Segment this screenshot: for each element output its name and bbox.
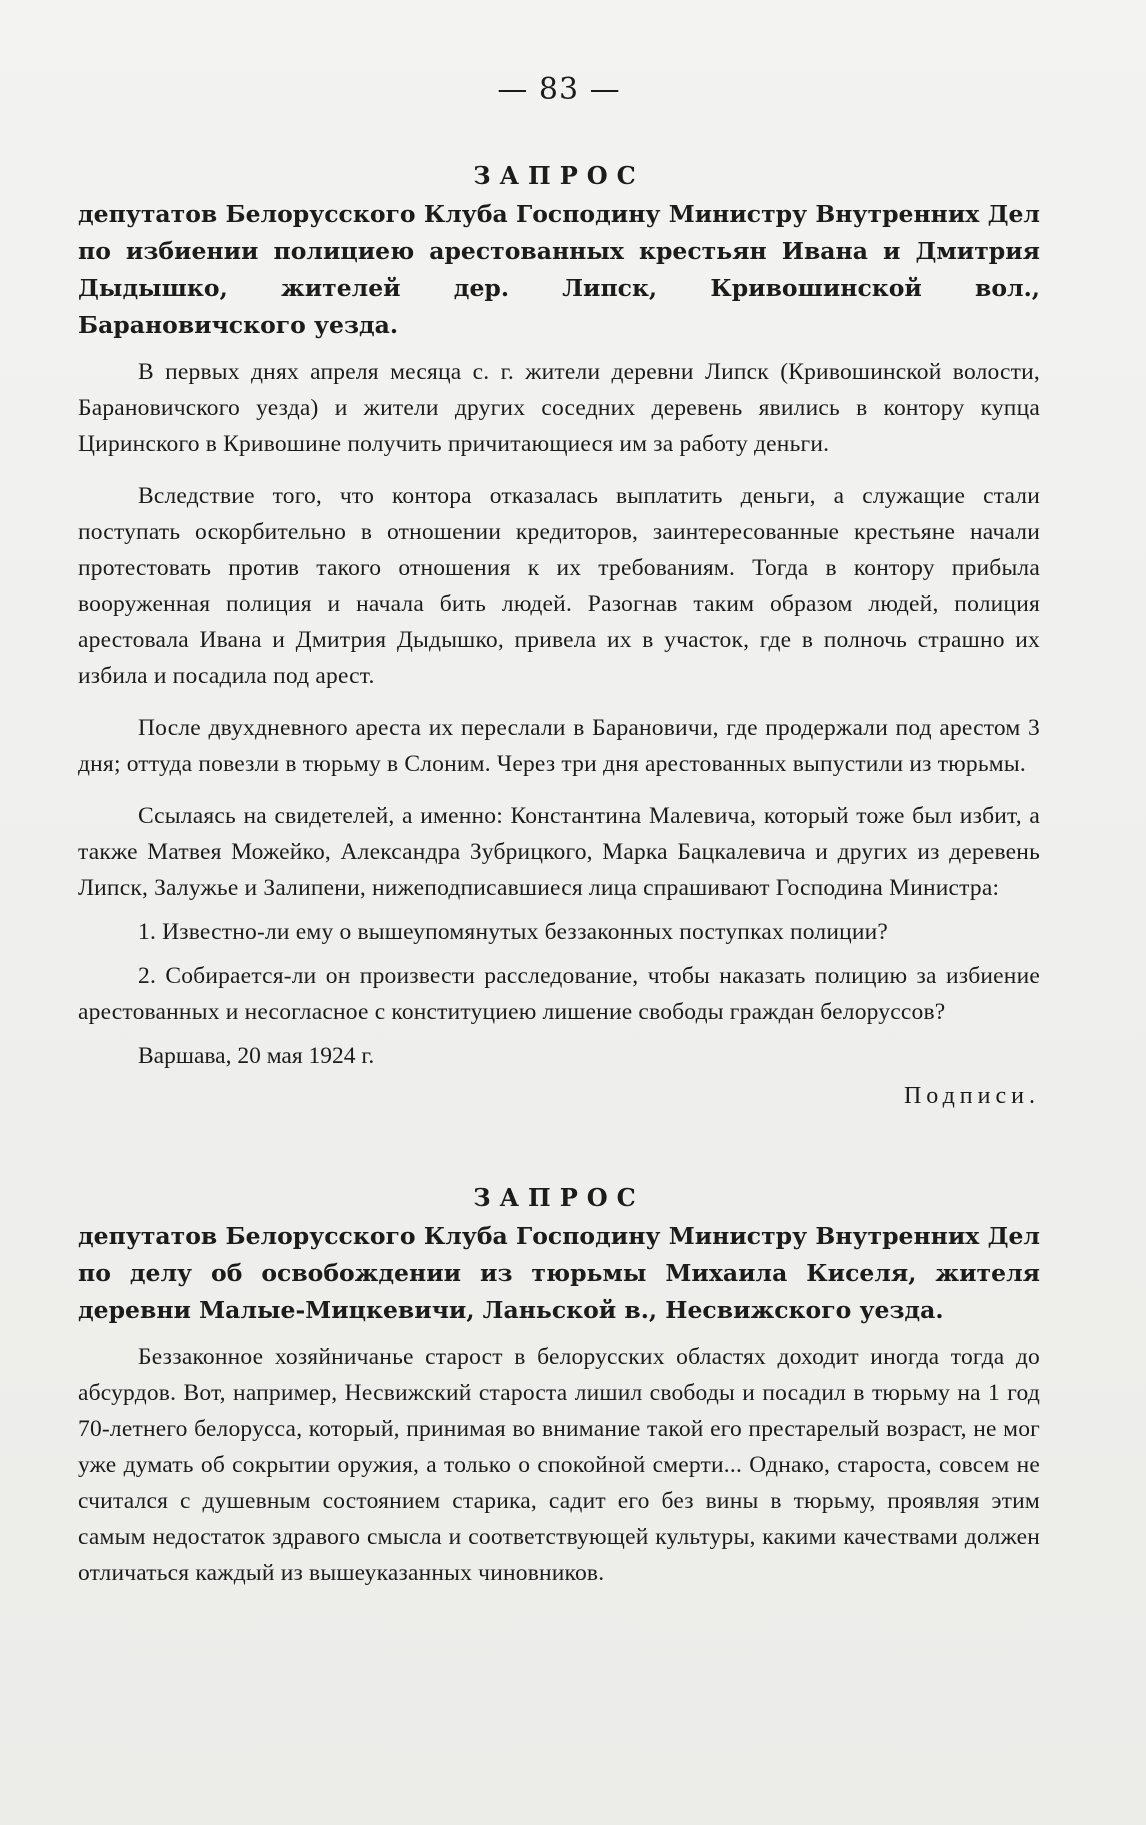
paragraph: Беззаконное хозяйничанье старост в белорусских областях доходит иногда тогда до абсурдов. Вот, например, Несвижский староста лишил свободы и посадил в тюрьму на 1 год 70-летнего белорусса, который, принимая во внимание такой его престарелый возраст, не мог уже думать об сокрытии оружия, а только о спокойной смерти... Однако, староста, совсем не считался с душевным состоянием старика, садит его без вины в тюрьму, проявляя этим самым недостаток здравого смысла и соответствующей культуры, какими качествами должен отличаться каждый из вышеуказанных чиновников.: [78, 1344, 1040, 1586]
paragraph: После двухдневного ареста их переслали в Барановичи, где продержали под арестом 3 дня; оттуда повезли в тюрьму в Слоним. Через три дня арестованных выпустили из тюрьмы.: [78, 715, 1040, 777]
request-section-1: [78, 158, 1040, 1114]
question-1: 1. Известно-ли ему о вышеупомянутых беззаконных поступках полиции?: [138, 919, 889, 945]
section-heading: депутатов Белорусского Клуба Господину Министру Внутренних Дел по избиении полициею арестованных крестьян Ивана и Дмитрия Дыдышко, жителей дер. Липск, Кривошинской вол., Барановичского уезда.: [78, 200, 1040, 339]
question-2: 2. Собирается-ли он произвести расследование, чтобы наказать полицию за избиение арестованных и несогласное с конституциею лишение свободы граждан белоруссов?: [78, 963, 1040, 1025]
paragraph: Ссылаясь на свидетелей, а именно: Константина Малевича, который тоже был избит, а также Матвея Можейко, Александра Зубрицкого, Марка Бацкалевича и других из деревень Липск, Залужье и Залипени, нижеподписавшиеся лица спрашивают Господина Министра:: [78, 803, 1040, 901]
signature: Подписи.: [903, 1083, 1040, 1109]
section-title: ЗАПРОС: [473, 161, 645, 190]
section-heading: депутатов Белорусского Клуба Господину Министру Внутренних Дел по делу об освобождении из тюрьмы Михаила Киселя, жителя деревни Малые-Мицкевичи, Ланьской в., Несвижского уезда.: [78, 1222, 1040, 1324]
date-line: Варшава, 20 мая 1924 г.: [138, 1043, 375, 1069]
page-number: — 83 —: [497, 72, 621, 107]
section-title: ЗАПРОС: [473, 1183, 645, 1212]
request-section-2: [78, 1180, 1040, 1591]
paragraph: Вследствие того, что контора отказалась выплатить деньги, а служащие стали поступать оскорбительно в отношении кредиторов, заинтересованные крестьяне начали протестовать против такого отношения к их требованиям. Тогда в контору прибыла вооруженная полиция и начала бить людей. Разогнав таким образом людей, полиция арестовала Ивана и Дмитрия Дыдышко, привела их в участок, где в полночь страшно их избила и посадила под арест.: [78, 483, 1040, 689]
page-content: [78, 62, 1040, 1607]
paragraph: В первых днях апреля месяца с. г. жители деревни Липск (Кривошинской волости, Барановичского уезда) и жители других соседних деревень явились в контору купца Циринского в Кривошине получить причитающиеся им за работу деньги.: [78, 359, 1040, 457]
